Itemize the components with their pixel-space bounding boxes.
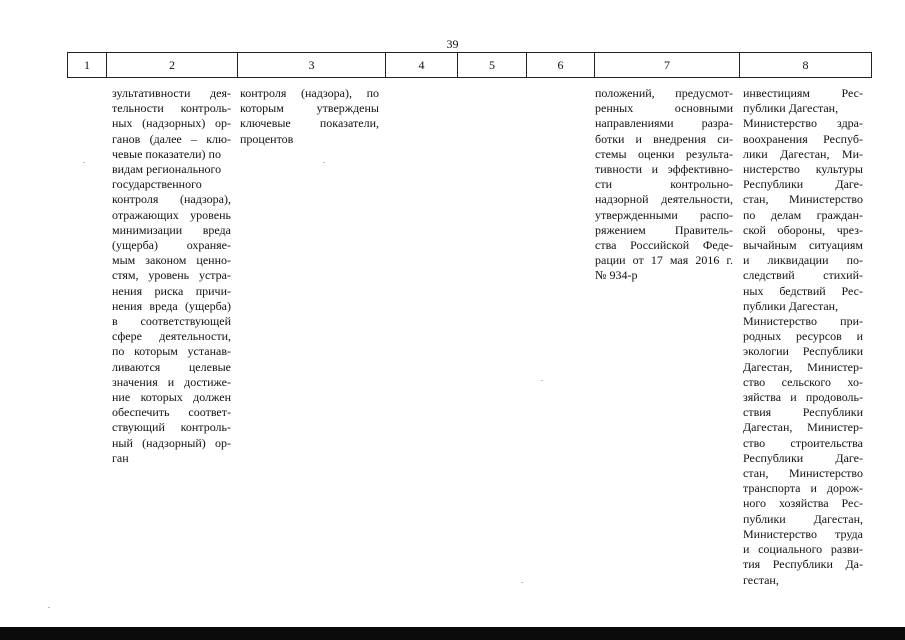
col2-line: ние которых должен xyxy=(112,390,231,405)
col2-line: минимизации вреда xyxy=(112,222,231,237)
col2-line: по которым устанав- xyxy=(112,344,231,359)
col8-line: следствий стихий- xyxy=(743,268,863,283)
scan-speck xyxy=(83,162,85,163)
scan-speck xyxy=(541,380,543,381)
col8-line: ство сельского хо- xyxy=(743,374,863,389)
scan-speck xyxy=(521,582,523,583)
scan-bottom-edge xyxy=(0,627,905,640)
col7-line: ренных основными xyxy=(595,101,733,116)
col2-line: видам регионального xyxy=(112,162,222,177)
col7-line: ботки и внедрения си- xyxy=(595,131,733,146)
col2-line: (ущерба) охраняе- xyxy=(112,238,231,253)
scan-speck xyxy=(48,607,50,608)
col8-line: вычайным ситуациям xyxy=(743,238,863,253)
header-col-6: 6 xyxy=(527,53,595,77)
col7-line: тивности и эффективно- xyxy=(595,162,733,177)
col8-line: ных бедствий Рес- xyxy=(743,283,863,298)
col3-line: ключевые показатели, xyxy=(240,116,379,131)
col8-line: Республики Даге- xyxy=(743,177,863,192)
col8-line: публики Дагестан, xyxy=(743,101,839,116)
header-col-1: 1 xyxy=(67,53,107,77)
col2-line: зультативности дея- xyxy=(112,86,231,100)
scan-speck xyxy=(323,162,325,163)
col3-line: контроля (надзора), по xyxy=(240,86,379,100)
col8-line: ство строительства xyxy=(743,435,863,450)
col8-line: транспорта и дорож- xyxy=(743,481,863,496)
header-col-3: 3 xyxy=(238,53,386,77)
col8-line: и социального разви- xyxy=(743,542,863,557)
col8-line: экологии Республики xyxy=(743,344,863,359)
col8-line: родных ресурсов и xyxy=(743,329,863,344)
cell-col-7-text xyxy=(595,86,733,284)
cell-col-2-text xyxy=(112,86,231,466)
col2-line: тельности контроль- xyxy=(112,101,231,116)
col2-line: в соответствующей xyxy=(112,314,231,329)
col8-line: Республики Даге- xyxy=(743,450,863,465)
col2-line: значения и достиже- xyxy=(112,374,231,389)
col2-line: стям, уровень устра- xyxy=(112,268,231,283)
col8-line: по делам граждан- xyxy=(743,207,863,222)
col7-line: ства Российской Феде- xyxy=(595,238,733,253)
table-header-row xyxy=(67,52,872,78)
col3-line: процентов xyxy=(240,131,294,146)
col8-line: публики Дагестан, xyxy=(743,511,863,526)
col2-line: чевые показатели) по xyxy=(112,146,221,161)
col2-line: обеспечить соответ- xyxy=(112,405,231,420)
col2-line: ных (надзорных) ор- xyxy=(112,116,231,131)
col2-line: мым законом ценно- xyxy=(112,253,231,268)
page-number: 39 xyxy=(446,37,459,51)
col8-line: стан, Министерство xyxy=(743,466,863,481)
col8-line: лики Дагестан, Ми- xyxy=(743,146,863,161)
header-col-5: 5 xyxy=(458,53,527,77)
col7-line: надзорной деятельности, xyxy=(595,192,733,207)
col2-line: нения риска причи- xyxy=(112,283,231,298)
col7-line: № 934-р xyxy=(595,268,638,283)
col8-line: стан, Министерство xyxy=(743,192,863,207)
col8-line: нистерство культуры xyxy=(743,162,863,177)
col8-line: Министерство труда xyxy=(743,526,863,541)
col2-line: нения вреда (ущерба) xyxy=(112,298,231,313)
col2-line: ливаются целевые xyxy=(112,359,231,374)
col8-line: Дагестан, Министер- xyxy=(743,359,863,374)
header-col-4: 4 xyxy=(386,53,458,77)
col8-line: и ликвидации по- xyxy=(743,253,863,268)
col2-line: ствующий контроль- xyxy=(112,420,231,435)
col8-line: публики Дагестан, xyxy=(743,298,839,313)
header-col-2: 2 xyxy=(107,53,238,77)
col8-line: Министерство при- xyxy=(743,314,863,329)
col7-line: утвержденными распо- xyxy=(595,207,733,222)
col7-line: стемы оценки результа- xyxy=(595,146,733,161)
col8-line: тия Республики Да- xyxy=(743,557,863,572)
col8-line: ствия Республики xyxy=(743,405,863,420)
col8-line: зяйства и продоволь- xyxy=(743,390,863,405)
col3-line: которым утверждены xyxy=(240,101,379,116)
cell-col-3-text xyxy=(240,86,379,147)
col8-line: Министерство здра- xyxy=(743,116,863,131)
header-col-8: 8 xyxy=(740,53,872,77)
col8-line: Дагестан, Министер- xyxy=(743,420,863,435)
header-col-7: 7 xyxy=(595,53,740,77)
col2-line: ган xyxy=(112,450,129,465)
col7-line: положений, предусмот- xyxy=(595,86,733,100)
col8-line: ской обороны, чрез- xyxy=(743,222,863,237)
col2-line: ганов (далее – клю- xyxy=(112,131,231,146)
col8-line: инвестициям Рес- xyxy=(743,86,863,100)
col2-line: государственного xyxy=(112,177,202,192)
col2-line: отражающих уровень xyxy=(112,207,231,222)
col7-line: направлениями разра- xyxy=(595,116,733,131)
col8-line: гестан, xyxy=(743,572,779,587)
col2-line: сфере деятельности, xyxy=(112,329,231,344)
col2-line: ный (надзорный) ор- xyxy=(112,435,231,450)
col8-line: ного хозяйства Рес- xyxy=(743,496,863,511)
col7-line: сти контрольно- xyxy=(595,177,733,192)
col7-line: рации от 17 мая 2016 г. xyxy=(595,253,733,268)
col7-line: ряжением Правитель- xyxy=(595,222,733,237)
col8-line: воохранения Респуб- xyxy=(743,131,863,146)
col2-line: контроля (надзора), xyxy=(112,192,231,207)
cell-col-8-text xyxy=(743,86,863,588)
